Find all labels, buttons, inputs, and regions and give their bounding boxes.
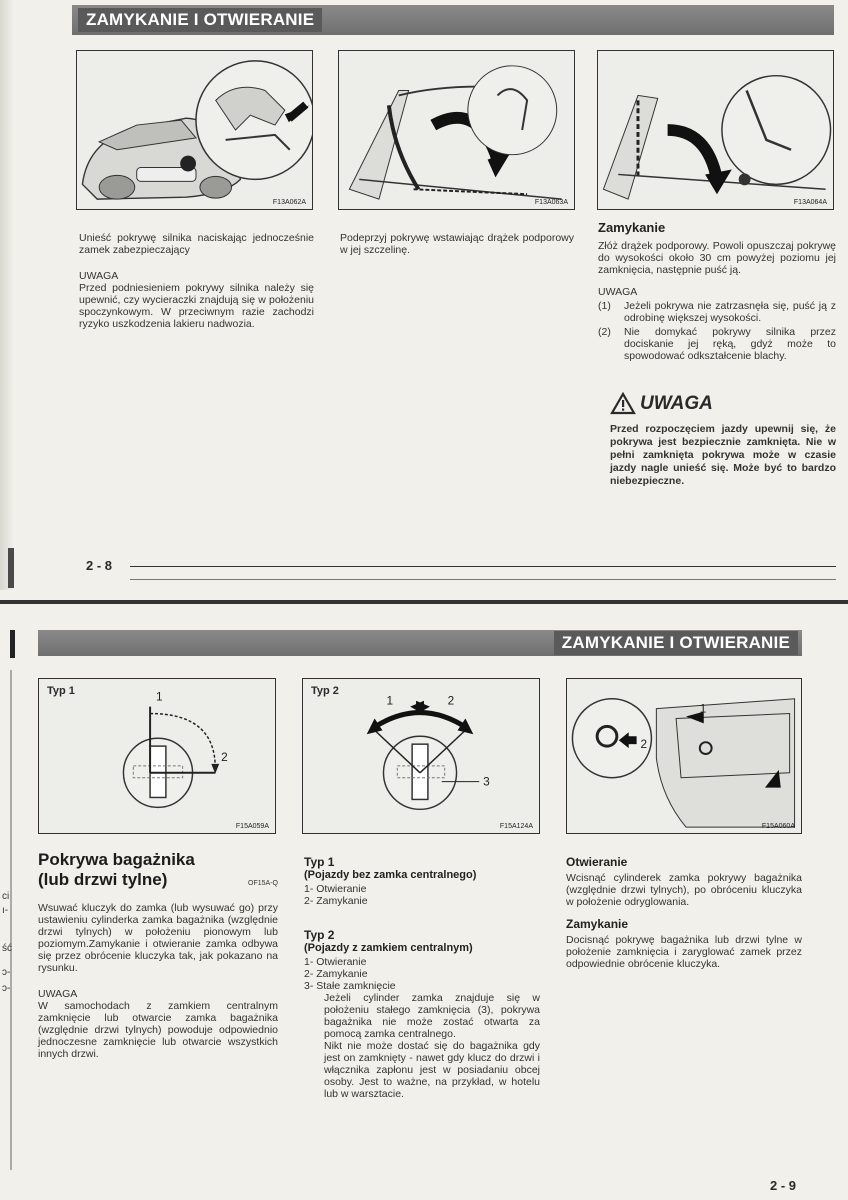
- top-col1: [79, 232, 314, 340]
- trunk-key-text: Wsuwać kluczyk do zamka (lub wysuwać go) przy ustawieniu cylinderka zamka bagażnika (względnie drzwi tylnych) w położeniu pionowym lub poziomym.Zamykanie i otwieranie zamka odbywa się przez obrócenie kluczyka tak, jak pokazano na rysunku.: [38, 902, 278, 974]
- figure-code: F13A064A: [793, 199, 827, 206]
- figure-code: F15A124A: [499, 823, 533, 830]
- top-page-dark-corner: [8, 548, 14, 588]
- footer-rule: [130, 566, 836, 567]
- bottom-banner: [38, 630, 802, 656]
- typ2-label-2: 2: [447, 693, 455, 708]
- typ1-label-1: 1: [156, 689, 163, 704]
- close-hood-illustration: [598, 51, 833, 209]
- margin-fragment: ci: [2, 891, 10, 902]
- closing-note-item: [598, 300, 836, 324]
- warning-box: [598, 392, 836, 488]
- figure-tag: Typ 2: [311, 685, 339, 697]
- figure-tailgate-lock: [566, 678, 802, 834]
- trunk-closing-text: Docisnąć pokrywę bagażnika lub drzwi tylne w położenie zamknięcia i zaryglować zamek przez odpowiednie obrócenie kluczyka.: [566, 934, 802, 970]
- closing-note-list: [598, 300, 836, 362]
- closing-heading: Zamykanie: [598, 220, 666, 235]
- figure-close-hood: [597, 50, 834, 210]
- figure-support-rod: [338, 50, 575, 210]
- warning-triangle-icon: [610, 392, 636, 415]
- trunk-note-text: W samochodach z zamkiem centralnym zamknięcie lub otwarcie zamka bagażnika (względnie drzwi tylnych) powoduje odpowiednio jednoczesne zamknięcie lub otwarcie wszystkich innych drzwi.: [38, 1000, 278, 1060]
- bottom-col2: [304, 856, 540, 1110]
- trunk-note-label: UWAGA: [38, 988, 78, 1000]
- typ2-label-3: 3: [483, 774, 490, 789]
- margin-fragments: [2, 884, 22, 1002]
- warning-text: Przed rozpoczęciem jazdy upewnij się, że pokrywa jest bezpiecznie zamknięta. Nie w pełni zamknięta pokrywa może w czasie jazdy nagle unieść się. Może być to bardzo niebezpieczne.: [610, 423, 836, 487]
- typ2-detail-2: Nikt nie może dostać się do bagażnika gdy jest on zamknięty - nawet gdy klucz do drzwi i włącznika zapłonu jest w posiadaniu obcej osoby. Jest to ważne, na przykład, w hotelu lub w warsztacie.: [324, 1040, 540, 1100]
- tailgate-label-2: 2: [640, 737, 648, 752]
- margin-fragment: ść: [2, 943, 12, 954]
- ref-code: OF15A-Q: [248, 880, 278, 887]
- figure-typ1-key: [38, 678, 276, 834]
- bottom-col1: [38, 850, 278, 1070]
- trunk-heading-line1: Pokrywa bagażnika: [38, 850, 195, 869]
- typ2-key-illustration: [303, 679, 539, 833]
- warning-title: UWAGA: [640, 392, 713, 414]
- figure-code: F13A063A: [534, 199, 568, 206]
- support-rod-instruction: Podeprzyj pokrywę wstawiając drążek podporowy w jej szczelinę.: [340, 232, 574, 256]
- closing-note-number: (2): [598, 326, 611, 338]
- closing-note-text: Nie domykać pokrywy silnika przez dociskanie jej ręką, gdyż może to spowodować odkształcenie blachy.: [624, 326, 836, 362]
- typ1-subtitle: (Pojazdy bez zamka centralnego): [304, 869, 477, 881]
- hood-latch-illustration: [77, 51, 312, 209]
- closing-text: Złóż drążek podporowy. Powoli opuszczaj pokrywę do wysokości około 30 cm powyżej poziomu jej zamknięcia, następnie puść ją.: [598, 240, 836, 276]
- margin-fragment: ı-: [2, 905, 9, 916]
- trunk-closing-heading: Zamykanie: [566, 917, 629, 931]
- closing-note-number: (1): [598, 300, 611, 312]
- opening-text: Wcisnąć cylinderek zamka pokrywy bagażnika (względnie drzwi tylnych), po obróceniu kluczyka w położenie odryglowania.: [566, 872, 802, 908]
- tailgate-label-1: 1: [699, 701, 707, 716]
- typ2-detail-1: Jeżeli cylinder zamka znajduje się w położeniu stałego zamknięcia (3), pokrywa bagażnika nie może zostać otwarta za pomocą zamka centralnego.: [324, 992, 540, 1040]
- closing-note-item: [598, 326, 836, 362]
- trunk-heading-line2: (lub drzwi tylne): [38, 870, 168, 889]
- figure-code: F15A060A: [761, 823, 795, 830]
- typ2-title: Typ 2: [304, 928, 335, 942]
- typ2-item: 1- Otwieranie: [304, 956, 367, 968]
- page-number-right: 2 - 9: [770, 1178, 797, 1193]
- margin-fragment: ɔ-: [2, 983, 11, 994]
- page-number-left: 2 - 8: [86, 558, 113, 573]
- page-divider: [0, 600, 848, 604]
- typ1-list: [304, 883, 540, 907]
- footer-rule-2: [130, 579, 836, 580]
- typ1-item: 1- Otwieranie: [304, 883, 367, 895]
- top-banner: [72, 5, 834, 35]
- figure-code: F13A062A: [272, 199, 306, 206]
- figure-code: F15A059A: [235, 823, 269, 830]
- top-col3: [598, 222, 836, 498]
- margin-fragment: ɔ-: [2, 967, 11, 978]
- closing-note-text: Jeżeli pokrywa nie zatrzasnęła się, puść ją z odrobinę większej wysokości.: [624, 300, 836, 324]
- typ1-title: Typ 1: [304, 855, 335, 869]
- support-rod-illustration: [339, 51, 574, 209]
- typ2-subtitle: (Pojazdy z zamkiem centralnym): [304, 942, 473, 954]
- typ2-list: [304, 956, 540, 992]
- hood-note-text: Przed podniesieniem pokrywy silnika należy się upewnić, czy wycieraczki znajdują się w położeniu spoczynkowym. W przeciwnym razie zachodzi ryzyko uszkodzenia lakieru nadwozia.: [79, 282, 314, 330]
- hood-note-label: UWAGA: [79, 270, 119, 282]
- closing-note-label: UWAGA: [598, 286, 638, 298]
- bottom-col3: [566, 856, 802, 980]
- figure-typ2-key: [302, 678, 540, 834]
- figure-tag: Typ 1: [47, 685, 75, 697]
- typ1-label-2: 2: [221, 749, 228, 764]
- tailgate-lock-illustration: [567, 679, 801, 833]
- typ2-item: 2- Zamykanie: [304, 968, 368, 980]
- bottom-banner-title: ZAMYKANIE I OTWIERANIE: [554, 631, 798, 655]
- warning-heading: [610, 392, 836, 415]
- top-banner-title: ZAMYKANIE I OTWIERANIE: [78, 8, 322, 32]
- top-page-edge: [0, 0, 14, 590]
- typ1-key-illustration: [39, 679, 275, 833]
- top-col2: [340, 232, 574, 266]
- typ2-item: 3- Stałe zamknięcie: [304, 980, 396, 992]
- bottom-binding-mark: [10, 630, 15, 658]
- opening-heading: Otwieranie: [566, 855, 628, 869]
- typ1-item: 2- Zamykanie: [304, 895, 368, 907]
- typ2-label-1: 1: [386, 693, 394, 708]
- figure-hood-latch: [76, 50, 313, 210]
- hood-open-instruction: Unieść pokrywę silnika naciskając jednocześnie zamek zabezpieczający: [79, 232, 314, 256]
